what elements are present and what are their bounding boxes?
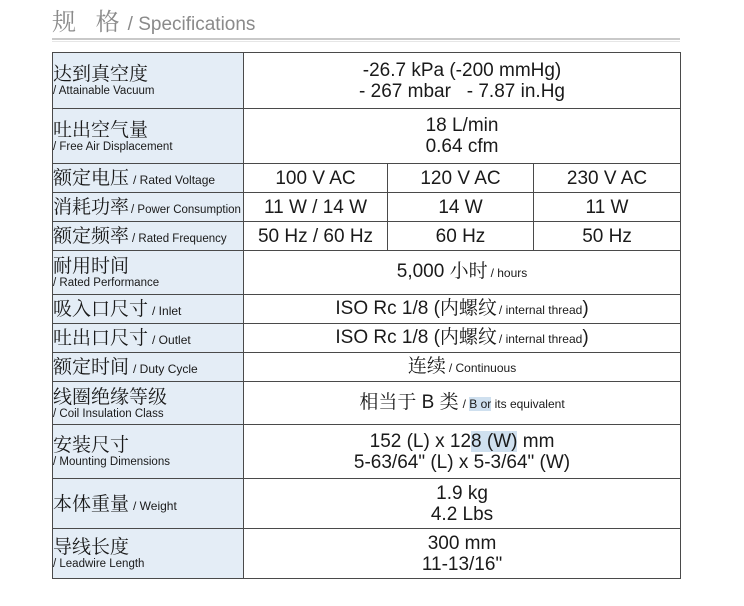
label-cell	[53, 251, 244, 295]
value-part: 152 (L) x 12	[369, 430, 472, 452]
value-cell	[244, 529, 681, 579]
spec-table	[52, 52, 681, 579]
label-cell	[53, 479, 244, 529]
label-zh: 吸入口尺寸	[53, 298, 149, 320]
value-cell	[244, 324, 681, 353]
value-line: 0.64 cfm	[425, 136, 499, 157]
value-line: 18 L/min	[425, 115, 499, 136]
value-line: 1.9 kg	[436, 482, 488, 504]
row-vacuum	[53, 53, 681, 109]
label-cell	[53, 222, 244, 251]
row-weight	[53, 479, 681, 529]
value-line	[244, 431, 680, 452]
title-rule	[52, 38, 680, 40]
row-mounting	[53, 425, 681, 479]
row-coil	[53, 382, 681, 425]
label-zh: 额定时间	[53, 356, 130, 378]
value-cell	[244, 251, 681, 295]
label-zh: 本体重量	[53, 492, 130, 515]
label-en: / Power Consumption	[131, 204, 241, 216]
value-line: 4.2 Lbs	[430, 503, 494, 525]
label-cell	[53, 425, 244, 479]
value-en-suffix: its equivalent	[491, 396, 565, 411]
row-outlet	[53, 324, 681, 353]
label-en: / Duty Cycle	[133, 362, 198, 376]
value-en: / hours	[490, 266, 528, 280]
label-en: / Rated Performance	[53, 277, 160, 289]
value-cell	[244, 425, 681, 479]
value-en: / internal thread	[498, 331, 583, 346]
value-100v: 11 W / 14 W	[244, 193, 388, 222]
value-230v: 230 V AC	[534, 164, 681, 193]
label-cell	[53, 353, 244, 382]
value-en-highlight: B or	[469, 396, 492, 411]
value-cell	[244, 53, 681, 109]
value-230v: 50 Hz	[534, 222, 681, 251]
label-en: / Weight	[133, 498, 177, 513]
value-line: 11-13/16"	[421, 553, 503, 575]
value-100v: 100 V AC	[244, 164, 388, 193]
value-100v: 50 Hz / 60 Hz	[244, 222, 388, 251]
value-120v: 120 V AC	[388, 164, 534, 193]
value-en: / internal thread	[498, 302, 583, 317]
label-zh: 吐出空气量	[53, 118, 149, 141]
label-zh: 安装尺寸	[53, 434, 130, 456]
label-cell	[53, 324, 244, 353]
label-en: / Leadwire Length	[53, 558, 145, 570]
value-en-prefix: /	[462, 396, 470, 411]
value-cell	[244, 353, 681, 382]
label-zh: 额定频率	[53, 225, 130, 247]
label-en: / Coil Insulation Class	[53, 407, 164, 420]
value-line: 5-63/64" (L) x 5-3/64" (W)	[353, 451, 571, 473]
value-cell	[244, 382, 681, 425]
value-highlight: 8 (W)	[471, 430, 518, 452]
value-close: )	[582, 297, 589, 319]
label-en: / Free Air Displacement	[53, 140, 173, 153]
value-230v: 11 W	[534, 193, 681, 222]
label-en: / Attainable Vacuum	[53, 85, 155, 97]
value-main: 连续	[407, 355, 446, 377]
label-cell	[53, 295, 244, 324]
label-zh: 线圈绝缘等级	[53, 385, 168, 408]
value-part: mm	[517, 430, 555, 452]
row-power	[53, 193, 681, 222]
value-line: -26.7 kPa (-200 mmHg)	[362, 59, 562, 81]
row-air	[53, 109, 681, 164]
label-cell	[53, 164, 244, 193]
label-en: / Rated Frequency	[132, 233, 227, 245]
value-line: - 267 mbar - 7.87 in.Hg	[359, 80, 565, 102]
label-cell	[53, 529, 244, 579]
title-english: / Specifications	[127, 14, 256, 35]
value-main: 5,000 小时	[396, 261, 488, 282]
label-zh: 导线长度	[53, 536, 130, 558]
value-main: ISO Rc 1/8 (内螺纹	[335, 326, 497, 348]
value-120v: 60 Hz	[388, 222, 534, 251]
label-cell	[53, 382, 244, 425]
title-rule-shadow	[52, 41, 680, 42]
title-chinese: 规 格	[52, 8, 126, 36]
label-en: / Inlet	[152, 304, 182, 318]
label-zh: 额定电压	[53, 167, 130, 189]
label-en: / Rated Voltage	[133, 173, 216, 187]
label-en: / Mounting Dimensions	[53, 456, 170, 468]
value-line: 300 mm	[427, 532, 497, 554]
row-voltage	[53, 164, 681, 193]
value-en: / Continuous	[448, 360, 517, 375]
value-main: 相当于 B 类	[359, 391, 459, 413]
section-title	[52, 2, 255, 36]
row-duty	[53, 353, 681, 382]
value-cell	[244, 479, 681, 529]
label-zh: 达到真空度	[53, 63, 149, 85]
label-cell	[53, 53, 244, 109]
label-en: / Outlet	[152, 333, 191, 347]
value-cell	[244, 109, 681, 164]
row-inlet	[53, 295, 681, 324]
value-120v: 14 W	[388, 193, 534, 222]
value-cell	[244, 295, 681, 324]
row-leadwire	[53, 529, 681, 579]
label-cell	[53, 109, 244, 164]
label-cell	[53, 193, 244, 222]
row-performance	[53, 251, 681, 295]
value-close: )	[582, 326, 589, 348]
label-zh: 消耗功率	[53, 196, 130, 218]
label-zh: 耐用时间	[53, 255, 130, 277]
row-frequency	[53, 222, 681, 251]
value-main: ISO Rc 1/8 (内螺纹	[335, 297, 497, 319]
label-zh: 吐出口尺寸	[53, 327, 149, 349]
